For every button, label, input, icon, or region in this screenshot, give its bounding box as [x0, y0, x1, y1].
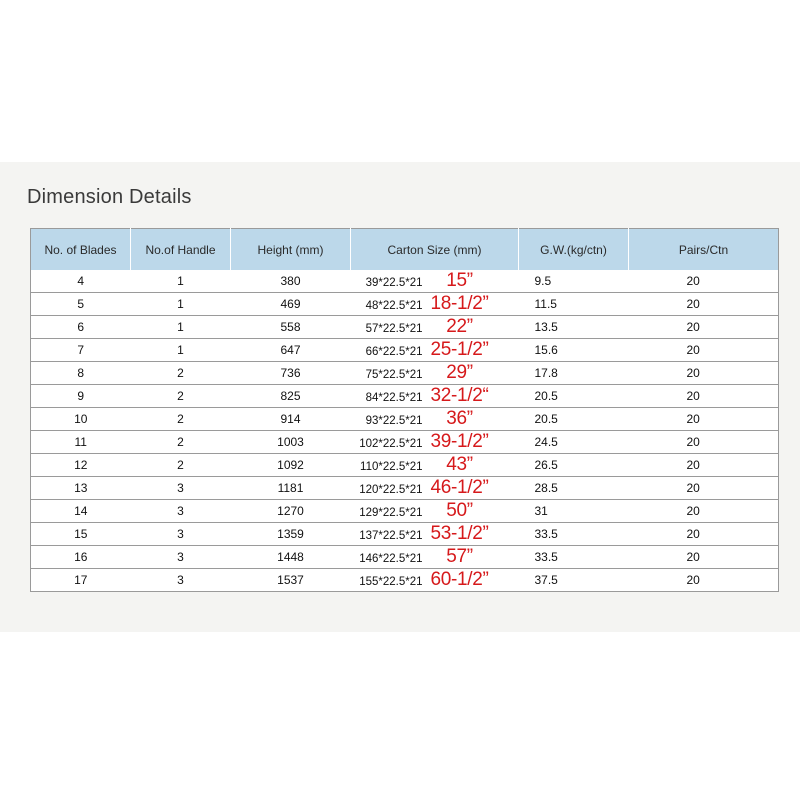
cell-carton-size: [351, 293, 519, 316]
cell-height: 1359: [231, 523, 351, 546]
table-row: [31, 293, 779, 316]
cell-carton-size: [351, 339, 519, 362]
cell-blades: 16: [31, 546, 131, 569]
cell-handle: 3: [131, 523, 231, 546]
cell-blades: 6: [31, 316, 131, 339]
cell-carton-size: [351, 431, 519, 454]
table-row: [31, 316, 779, 339]
cell-blades: 5: [31, 293, 131, 316]
cell-height: 1448: [231, 546, 351, 569]
page-title: Dimension Details: [27, 186, 192, 208]
cell-handle: 1: [131, 270, 231, 293]
carton-dimensions: 102*22.5*21: [359, 438, 423, 450]
dimension-table-container: [30, 228, 778, 592]
cell-pairs: 20: [629, 500, 779, 523]
cell-pairs: 20: [629, 362, 779, 385]
cell-gross-weight: 37.5: [534, 573, 558, 587]
cell-handle: 2: [131, 408, 231, 431]
cell-pairs: 20: [629, 546, 779, 569]
table-row: [31, 546, 779, 569]
inch-length-label: 60-1/2”: [430, 569, 489, 590]
cell-handle: 2: [131, 454, 231, 477]
cell-gross-weight: 31: [519, 500, 629, 523]
cell-gross-weight: 13.5: [519, 316, 629, 339]
cell-gross-weight: 20.5: [519, 408, 629, 431]
table-row: [31, 523, 779, 546]
cell-carton-size: [351, 316, 519, 339]
cell-carton-size: [351, 362, 519, 385]
cell-blades: 8: [31, 362, 131, 385]
cell-carton-size: [351, 385, 519, 408]
cell-pairs: 20: [629, 385, 779, 408]
cell-handle: 2: [131, 362, 231, 385]
inch-length-label: 39-1/2”: [430, 431, 489, 452]
inch-length-label: 36”: [446, 408, 473, 429]
carton-dimensions: 146*22.5*21: [359, 553, 423, 565]
cell-pairs: 20: [629, 523, 779, 546]
cell-carton-size: [351, 546, 519, 569]
header-handle: No.of Handle: [131, 229, 231, 271]
cell-blades: 13: [31, 477, 131, 500]
carton-dimensions: 39*22.5*21: [365, 277, 423, 289]
cell-blades: 14: [31, 500, 131, 523]
cell-blades: 7: [31, 339, 131, 362]
inch-length-label: 53-1/2”: [430, 523, 489, 544]
carton-dimensions: 48*22.5*21: [365, 300, 423, 312]
inch-length-label: 43”: [446, 454, 473, 475]
header-blades: No. of Blades: [31, 229, 131, 271]
carton-dimensions: 155*22.5*21: [359, 576, 423, 588]
cell-pairs: 20: [629, 454, 779, 477]
table-row: [31, 408, 779, 431]
table-row: [31, 431, 779, 454]
inch-length-label: 25-1/2”: [430, 339, 489, 360]
cell-height: 380: [231, 270, 351, 293]
cell-handle: 1: [131, 293, 231, 316]
cell-carton-size: [351, 454, 519, 477]
cell-carton-size: [351, 408, 519, 431]
cell-pairs: 20: [629, 431, 779, 454]
cell-height: 736: [231, 362, 351, 385]
cell-blades: 15: [31, 523, 131, 546]
cell-height: 1181: [231, 477, 351, 500]
header-pairs: Pairs/Ctn: [629, 229, 779, 271]
inch-length-label: 32-1/2“: [430, 385, 489, 406]
inch-length-label: 57”: [446, 546, 473, 567]
table-row: [31, 477, 779, 500]
cell-height: 558: [231, 316, 351, 339]
cell-gross-weight: 20.5: [519, 385, 629, 408]
cell-carton-size: [351, 569, 519, 592]
cell-handle: 3: [177, 573, 184, 587]
table-row: [31, 362, 779, 385]
cell-handle: 1: [131, 339, 231, 362]
cell-gross-weight: 17.8: [519, 362, 629, 385]
cell-height: 1537: [277, 573, 304, 587]
cell-gross-weight: 33.5: [519, 546, 629, 569]
cell-pairs: 20: [686, 573, 700, 587]
cell-gross-weight: 28.5: [519, 477, 629, 500]
header-height: Height (mm): [231, 229, 351, 271]
cell-gross-weight: 15.6: [519, 339, 629, 362]
carton-dimensions: 110*22.5*21: [360, 461, 423, 473]
cell-pairs: 20: [629, 477, 779, 500]
cell-pairs: 20: [629, 270, 779, 293]
cell-height: 1270: [231, 500, 351, 523]
carton-dimensions: 93*22.5*21: [365, 415, 423, 427]
carton-dimensions: 137*22.5*21: [359, 530, 423, 542]
cell-blades: 11: [31, 431, 131, 454]
inch-length-label: 29”: [446, 362, 473, 383]
inch-length-label: 22”: [446, 316, 473, 337]
cell-gross-weight: 33.5: [519, 523, 629, 546]
dimension-table: [30, 228, 779, 592]
carton-dimensions: 57*22.5*21: [365, 323, 423, 335]
header-carton-size: Carton Size (mm): [351, 229, 519, 271]
carton-dimensions: 120*22.5*21: [359, 484, 423, 496]
inch-length-label: 18-1/2”: [430, 293, 489, 314]
table-row: [31, 339, 779, 362]
cell-handle: 3: [131, 546, 231, 569]
cell-height: 1092: [231, 454, 351, 477]
table-row: [31, 569, 779, 592]
cell-carton-size: [351, 523, 519, 546]
cell-handle: 2: [131, 431, 231, 454]
cell-carton-size: [351, 500, 519, 523]
inch-length-label: 15”: [446, 270, 473, 291]
cell-height: 914: [231, 408, 351, 431]
cell-handle: 3: [131, 477, 231, 500]
carton-dimensions: 75*22.5*21: [365, 369, 423, 381]
cell-blades: 10: [31, 408, 131, 431]
carton-dimensions: 84*22.5*21: [365, 392, 423, 404]
cell-pairs: 20: [629, 339, 779, 362]
cell-blades: 9: [31, 385, 131, 408]
inch-length-label: 50”: [446, 500, 473, 521]
cell-gross-weight: 26.5: [519, 454, 629, 477]
cell-pairs: 20: [629, 293, 779, 316]
cell-carton-size: [351, 270, 519, 293]
cell-height: 469: [231, 293, 351, 316]
carton-dimensions: 129*22.5*21: [359, 507, 423, 519]
cell-gross-weight: 9.5: [519, 270, 629, 293]
table-header-row: [31, 229, 779, 271]
cell-handle: 2: [131, 385, 231, 408]
inch-length-label: 46-1/2”: [430, 477, 489, 498]
carton-dimensions: 66*22.5*21: [365, 346, 423, 358]
cell-height: 647: [231, 339, 351, 362]
cell-gross-weight: 24.5: [519, 431, 629, 454]
cell-blades: 12: [31, 454, 131, 477]
cell-height: 1003: [231, 431, 351, 454]
cell-gross-weight: 11.5: [519, 293, 629, 316]
cell-height: 825: [231, 385, 351, 408]
cell-pairs: 20: [629, 408, 779, 431]
table-row: [31, 500, 779, 523]
cell-handle: 3: [131, 500, 231, 523]
table-row: [31, 385, 779, 408]
cell-blades: 4: [31, 270, 131, 293]
cell-blades: 17: [74, 573, 88, 587]
cell-handle: 1: [131, 316, 231, 339]
table-row: [31, 270, 779, 293]
header-gross-weight: G.W.(kg/ctn): [519, 229, 629, 271]
cell-carton-size: [351, 477, 519, 500]
table-row: [31, 454, 779, 477]
cell-pairs: 20: [629, 316, 779, 339]
